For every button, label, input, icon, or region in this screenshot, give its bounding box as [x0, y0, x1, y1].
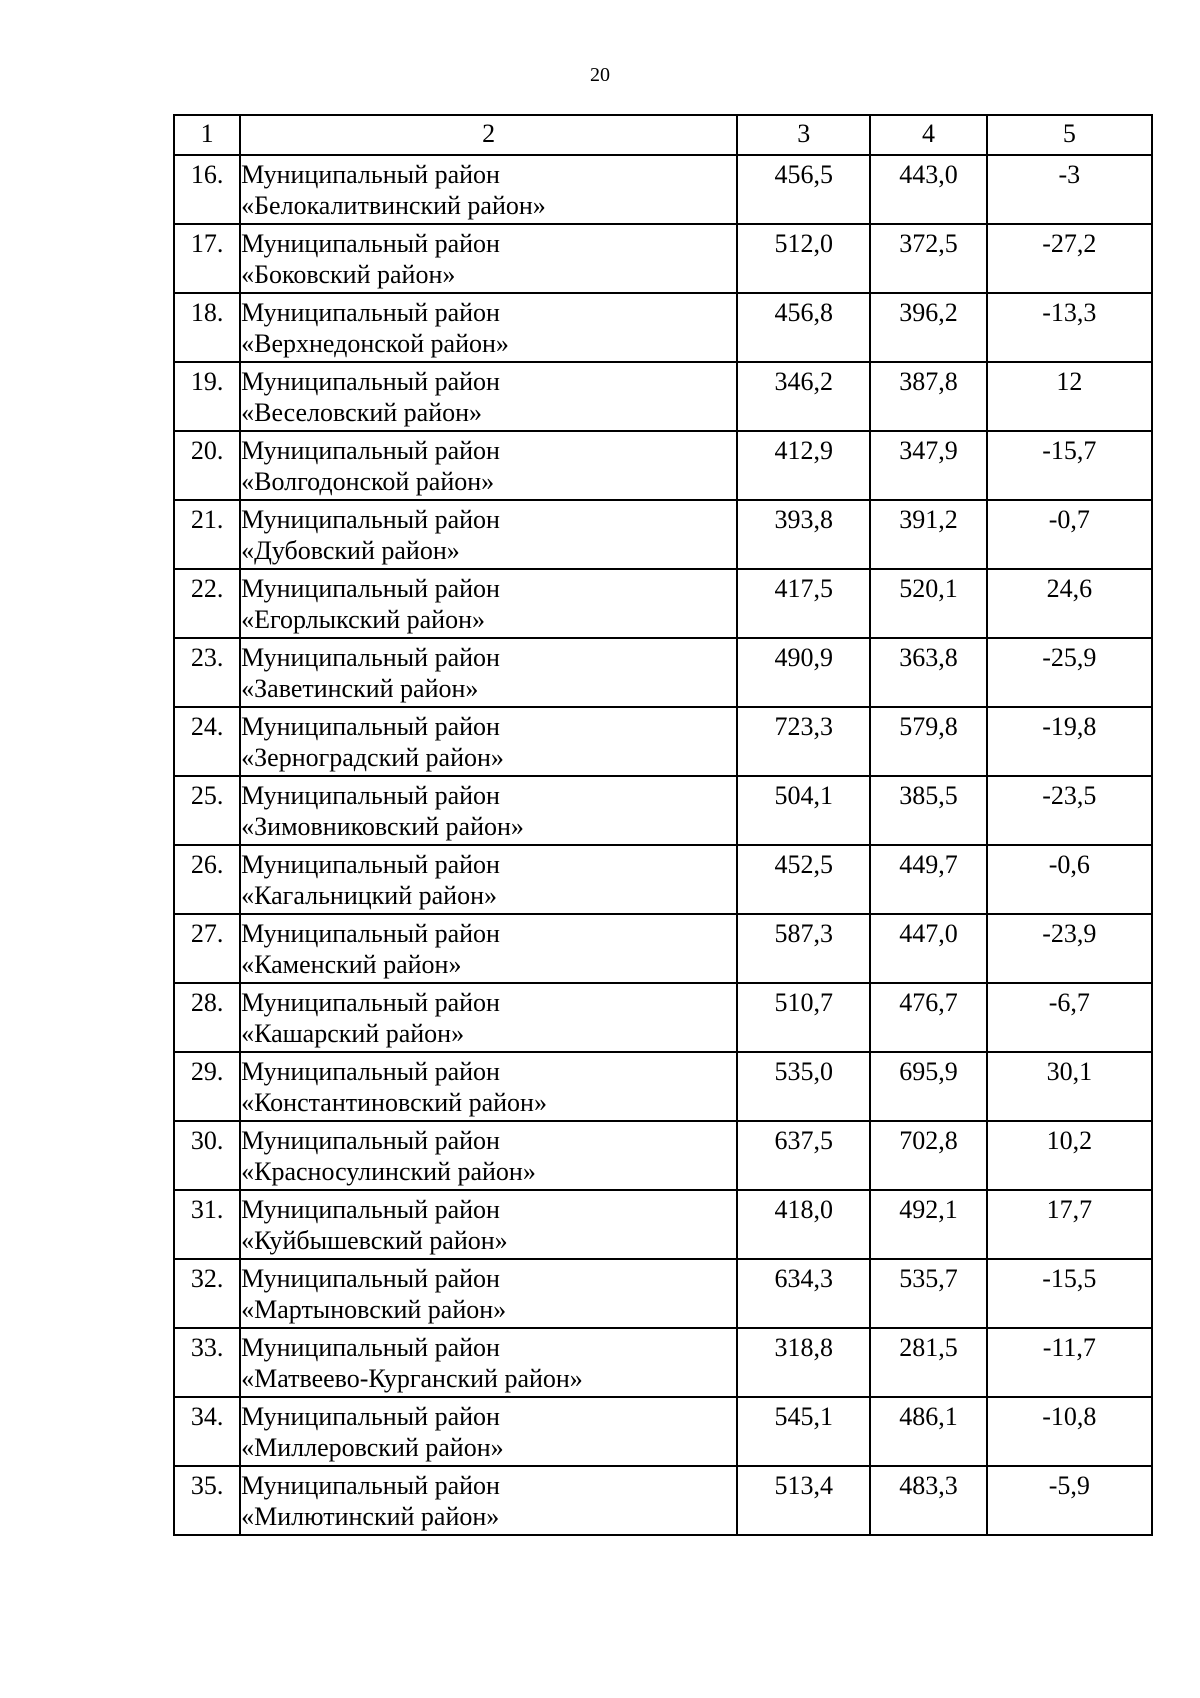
district-name-cell [240, 1121, 737, 1190]
district-name-label: «Зерноградский район» [241, 743, 504, 772]
header-row [174, 115, 1152, 155]
district-name-label: «Верхнедонской район» [241, 329, 509, 358]
value-col4-cell: 449,7 [870, 845, 986, 914]
table-body [174, 155, 1152, 1535]
value-col4-cell: 702,8 [870, 1121, 986, 1190]
value-col4-cell: 520,1 [870, 569, 986, 638]
value-col5-cell: -0,7 [987, 500, 1152, 569]
value-col4-cell: 363,8 [870, 638, 986, 707]
table-row [174, 914, 1152, 983]
district-type-label: Муниципальный район [241, 712, 500, 741]
value-col5-cell: -10,8 [987, 1397, 1152, 1466]
district-type-label: Муниципальный район [241, 367, 500, 396]
value-col5-cell: -5,9 [987, 1466, 1152, 1535]
value-col4-cell: 396,2 [870, 293, 986, 362]
table-row [174, 431, 1152, 500]
district-type-label: Муниципальный район [241, 505, 500, 534]
district-name-cell [240, 638, 737, 707]
district-type-label: Муниципальный район [241, 988, 500, 1017]
value-col3-cell: 318,8 [737, 1328, 870, 1397]
value-col4-cell: 476,7 [870, 983, 986, 1052]
value-col5-cell: -0,6 [987, 845, 1152, 914]
district-name-cell [240, 983, 737, 1052]
value-col3-cell: 512,0 [737, 224, 870, 293]
table-row [174, 1259, 1152, 1328]
district-name-cell [240, 914, 737, 983]
row-number-cell: 33. [174, 1328, 240, 1397]
district-type-label: Муниципальный район [241, 160, 500, 189]
district-name-cell [240, 431, 737, 500]
district-name-cell [240, 224, 737, 293]
header-cell-3: 3 [737, 115, 870, 155]
district-name-cell [240, 1052, 737, 1121]
table-row [174, 1397, 1152, 1466]
value-col3-cell: 634,3 [737, 1259, 870, 1328]
table-row [174, 293, 1152, 362]
row-number-cell: 35. [174, 1466, 240, 1535]
value-col4-cell: 281,5 [870, 1328, 986, 1397]
district-name-label: «Матвеево-Курганский район» [241, 1364, 583, 1393]
district-type-label: Муниципальный район [241, 229, 500, 258]
row-number-cell: 17. [174, 224, 240, 293]
district-type-label: Муниципальный район [241, 643, 500, 672]
value-col5-cell: -6,7 [987, 983, 1152, 1052]
row-number-cell: 20. [174, 431, 240, 500]
value-col3-cell: 504,1 [737, 776, 870, 845]
page-number: 20 [590, 64, 610, 86]
value-col4-cell: 347,9 [870, 431, 986, 500]
district-type-label: Муниципальный район [241, 1057, 500, 1086]
table-row [174, 638, 1152, 707]
row-number-cell: 16. [174, 155, 240, 224]
value-col5-cell: -19,8 [987, 707, 1152, 776]
value-col3-cell: 417,5 [737, 569, 870, 638]
row-number-cell: 34. [174, 1397, 240, 1466]
district-name-cell [240, 776, 737, 845]
district-name-label: «Кагальницкий район» [241, 881, 497, 910]
district-type-label: Муниципальный район [241, 919, 500, 948]
header-cell-2: 2 [240, 115, 737, 155]
district-name-cell [240, 155, 737, 224]
table-row [174, 155, 1152, 224]
district-type-label: Муниципальный район [241, 298, 500, 327]
district-name-label: «Егорлыкский район» [241, 605, 485, 634]
table-row [174, 1328, 1152, 1397]
row-number-cell: 22. [174, 569, 240, 638]
district-name-label: «Белокалитвинский район» [241, 191, 546, 220]
table-row [174, 362, 1152, 431]
district-name-cell [240, 1190, 737, 1259]
value-col3-cell: 637,5 [737, 1121, 870, 1190]
value-col5-cell: 10,2 [987, 1121, 1152, 1190]
district-name-label: «Милютинский район» [241, 1502, 500, 1531]
district-type-label: Муниципальный район [241, 1126, 500, 1155]
value-col4-cell: 486,1 [870, 1397, 986, 1466]
district-name-cell [240, 707, 737, 776]
row-number-cell: 19. [174, 362, 240, 431]
district-type-label: Муниципальный район [241, 574, 500, 603]
value-col3-cell: 513,4 [737, 1466, 870, 1535]
district-name-label: «Кашарский район» [241, 1019, 465, 1048]
district-name-label: «Константиновский район» [241, 1088, 547, 1117]
district-name-label: «Красносулинский район» [241, 1157, 536, 1186]
value-col5-cell: 17,7 [987, 1190, 1152, 1259]
district-name-cell [240, 845, 737, 914]
district-name-label: «Волгодонской район» [241, 467, 495, 496]
district-type-label: Муниципальный район [241, 781, 500, 810]
value-col3-cell: 510,7 [737, 983, 870, 1052]
table-row [174, 569, 1152, 638]
row-number-cell: 32. [174, 1259, 240, 1328]
row-number-cell: 28. [174, 983, 240, 1052]
district-name-label: «Мартыновский район» [241, 1295, 507, 1324]
district-name-cell [240, 1397, 737, 1466]
value-col5-cell: 12 [987, 362, 1152, 431]
district-name-cell [240, 1466, 737, 1535]
value-col5-cell: -11,7 [987, 1328, 1152, 1397]
data-table [173, 114, 1153, 1536]
table-row [174, 1190, 1152, 1259]
table-row [174, 500, 1152, 569]
row-number-cell: 23. [174, 638, 240, 707]
district-type-label: Муниципальный район [241, 1195, 500, 1224]
value-col4-cell: 535,7 [870, 1259, 986, 1328]
header-cell-1: 1 [174, 115, 240, 155]
row-number-cell: 24. [174, 707, 240, 776]
value-col5-cell: -27,2 [987, 224, 1152, 293]
district-name-cell [240, 569, 737, 638]
value-col3-cell: 418,0 [737, 1190, 870, 1259]
district-name-label: «Боковский район» [241, 260, 456, 289]
row-number-cell: 30. [174, 1121, 240, 1190]
table-row [174, 1121, 1152, 1190]
district-name-label: «Заветинский район» [241, 674, 479, 703]
value-col3-cell: 587,3 [737, 914, 870, 983]
district-name-label: «Веселовский район» [241, 398, 483, 427]
district-name-cell [240, 500, 737, 569]
value-col4-cell: 385,5 [870, 776, 986, 845]
value-col3-cell: 393,8 [737, 500, 870, 569]
district-name-cell [240, 362, 737, 431]
value-col4-cell: 492,1 [870, 1190, 986, 1259]
value-col4-cell: 391,2 [870, 500, 986, 569]
table-row [174, 845, 1152, 914]
value-col3-cell: 535,0 [737, 1052, 870, 1121]
district-type-label: Муниципальный район [241, 1264, 500, 1293]
value-col4-cell: 695,9 [870, 1052, 986, 1121]
value-col4-cell: 447,0 [870, 914, 986, 983]
row-number-cell: 29. [174, 1052, 240, 1121]
value-col4-cell: 443,0 [870, 155, 986, 224]
header-cell-4: 4 [870, 115, 986, 155]
value-col4-cell: 387,8 [870, 362, 986, 431]
table-row [174, 776, 1152, 845]
value-col3-cell: 346,2 [737, 362, 870, 431]
value-col5-cell: 30,1 [987, 1052, 1152, 1121]
district-name-label: «Миллеровский район» [241, 1433, 504, 1462]
district-name-cell [240, 293, 737, 362]
value-col5-cell: -25,9 [987, 638, 1152, 707]
value-col3-cell: 456,8 [737, 293, 870, 362]
table-row [174, 707, 1152, 776]
district-name-label: «Зимовниковский район» [241, 812, 524, 841]
header-cell-5: 5 [987, 115, 1152, 155]
row-number-cell: 31. [174, 1190, 240, 1259]
value-col3-cell: 412,9 [737, 431, 870, 500]
row-number-cell: 21. [174, 500, 240, 569]
table-row [174, 1052, 1152, 1121]
district-type-label: Муниципальный район [241, 1333, 500, 1362]
district-name-cell [240, 1328, 737, 1397]
row-number-cell: 25. [174, 776, 240, 845]
value-col5-cell: -15,5 [987, 1259, 1152, 1328]
value-col5-cell: -13,3 [987, 293, 1152, 362]
value-col3-cell: 723,3 [737, 707, 870, 776]
value-col3-cell: 490,9 [737, 638, 870, 707]
table-row [174, 1466, 1152, 1535]
value-col3-cell: 452,5 [737, 845, 870, 914]
table-row [174, 224, 1152, 293]
value-col3-cell: 456,5 [737, 155, 870, 224]
value-col5-cell: -15,7 [987, 431, 1152, 500]
value-col4-cell: 372,5 [870, 224, 986, 293]
row-number-cell: 27. [174, 914, 240, 983]
district-type-label: Муниципальный район [241, 436, 500, 465]
value-col5-cell: 24,6 [987, 569, 1152, 638]
district-type-label: Муниципальный район [241, 850, 500, 879]
district-name-label: «Каменский район» [241, 950, 462, 979]
row-number-cell: 26. [174, 845, 240, 914]
value-col3-cell: 545,1 [737, 1397, 870, 1466]
district-type-label: Муниципальный район [241, 1402, 500, 1431]
value-col4-cell: 579,8 [870, 707, 986, 776]
value-col5-cell: -3 [987, 155, 1152, 224]
value-col4-cell: 483,3 [870, 1466, 986, 1535]
district-name-label: «Дубовский район» [241, 536, 460, 565]
row-number-cell: 18. [174, 293, 240, 362]
table-row [174, 983, 1152, 1052]
district-name-label: «Куйбышевский район» [241, 1226, 508, 1255]
value-col5-cell: -23,9 [987, 914, 1152, 983]
district-name-cell [240, 1259, 737, 1328]
district-type-label: Муниципальный район [241, 1471, 500, 1500]
value-col5-cell: -23,5 [987, 776, 1152, 845]
